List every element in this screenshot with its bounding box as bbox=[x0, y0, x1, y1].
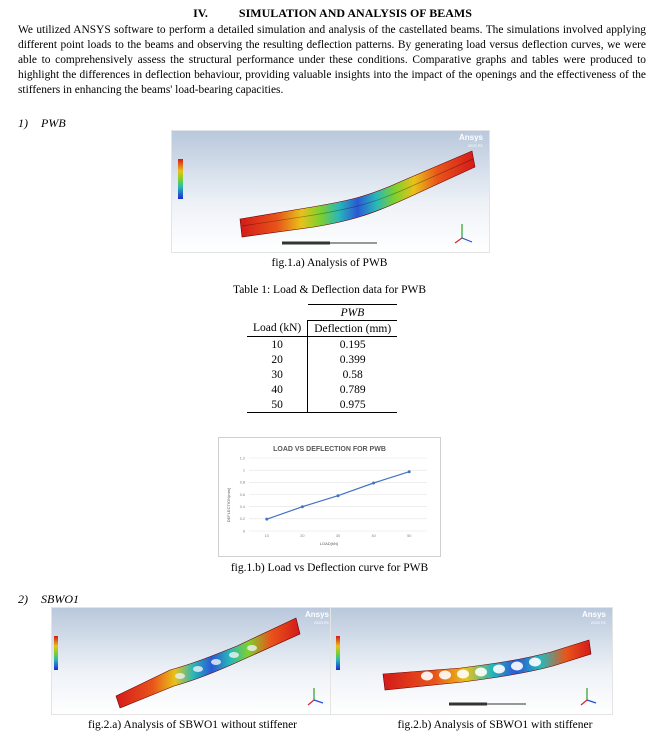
y-tick-label: 0.8 bbox=[239, 480, 245, 485]
section-title: SIMULATION AND ANALYSIS OF BEAMS bbox=[238, 6, 472, 20]
fea-render-pwb bbox=[172, 131, 489, 252]
data-point bbox=[337, 494, 340, 497]
fea-image-sbwo1-without-stiffener bbox=[51, 607, 336, 715]
chart-ylabel: DEFLECTION(mm) bbox=[226, 487, 231, 523]
chart-title: LOAD VS DEFLECTION FOR PWB bbox=[273, 446, 386, 453]
table1-caption: Table 1: Load & Deflection data for PWB bbox=[232, 284, 427, 296]
chart-xlabel: LOAD(kN) bbox=[319, 541, 339, 546]
table-header-deflection: Deflection (mm) bbox=[308, 321, 397, 337]
y-tick-label: 1 bbox=[242, 468, 245, 473]
fig2b-caption: fig.2.b) Analysis of SBWO1 with stiffener bbox=[397, 719, 593, 731]
y-tick-label: 0 bbox=[242, 529, 245, 534]
table-row: 50 0.975 bbox=[247, 397, 397, 413]
fig1a-caption: fig.1.a) Analysis of PWB bbox=[271, 257, 388, 269]
intro-paragraph: We utilized ANSYS software to perform a detailed simulation and analysis of the castellated beams. The simulations involved applying different point loads to the beams and observing the resulting deflection patterns. By generating load versus deflection curves, we were able to comprehensively assess the structural performance under these conditions. Comparative graphs and tables were produced to highlight the differences in deflection behaviour, providing valuable insights into the impact of the openings and the effectiveness of the stiffeners in enhancing the beams' load-bearing capacities. bbox=[18, 24, 646, 96]
chart-svg bbox=[219, 438, 440, 556]
ansys-logo: Ansys 2023 R1 bbox=[304, 610, 329, 625]
fea-render-sbwo1 bbox=[52, 608, 335, 714]
subsection-number: 2) bbox=[18, 592, 28, 606]
section-number: IV. bbox=[193, 6, 208, 20]
fea-image-sbwo1-with-stiffener bbox=[330, 607, 613, 715]
table-row: 30 0.58 bbox=[247, 367, 397, 382]
table-row: 20 0.399 bbox=[247, 352, 397, 367]
x-tick-label: 40 bbox=[371, 534, 376, 538]
ansys-logo: Ansys 2023 R1 bbox=[581, 610, 606, 625]
x-tick-label: 10 bbox=[264, 534, 269, 538]
fig1b-caption: fig.1.b) Load vs Deflection curve for PWB bbox=[230, 562, 429, 574]
load-deflection-chart bbox=[218, 437, 441, 557]
load-deflection-table bbox=[247, 304, 397, 413]
y-tick-label: 0.4 bbox=[239, 505, 245, 510]
section-heading bbox=[0, 6, 665, 21]
x-tick-label: 30 bbox=[335, 534, 341, 538]
fea-image-pwb bbox=[171, 130, 490, 253]
x-tick-label: 20 bbox=[300, 534, 305, 538]
x-tick-label: 50 bbox=[407, 534, 412, 538]
y-tick-label: 0.2 bbox=[239, 517, 245, 522]
data-point bbox=[265, 518, 268, 521]
subsection-title: SBWO1 bbox=[41, 592, 79, 606]
subsection-pwb bbox=[18, 116, 66, 131]
table-row: 10 0.195 bbox=[247, 337, 397, 353]
data-point bbox=[301, 505, 304, 508]
y-tick-label: 0.6 bbox=[239, 492, 245, 497]
subsection-sbwo1 bbox=[18, 592, 79, 607]
subsection-number: 1) bbox=[18, 116, 28, 130]
ansys-logo: Ansys 2023 R1 bbox=[458, 133, 483, 148]
table-group-header: PWB bbox=[308, 305, 397, 321]
fea-render-sbwo1-stiffener bbox=[331, 608, 612, 714]
fig2a-caption: fig.2.a) Analysis of SBWO1 without stiffener bbox=[88, 719, 297, 731]
data-point bbox=[372, 482, 375, 485]
y-tick-label: 1.2 bbox=[239, 456, 245, 461]
subsection-title: PWB bbox=[41, 116, 66, 130]
table-row: 40 0.789 bbox=[247, 382, 397, 397]
data-point bbox=[408, 470, 411, 473]
table-header-load: Load (kN) bbox=[247, 321, 308, 337]
